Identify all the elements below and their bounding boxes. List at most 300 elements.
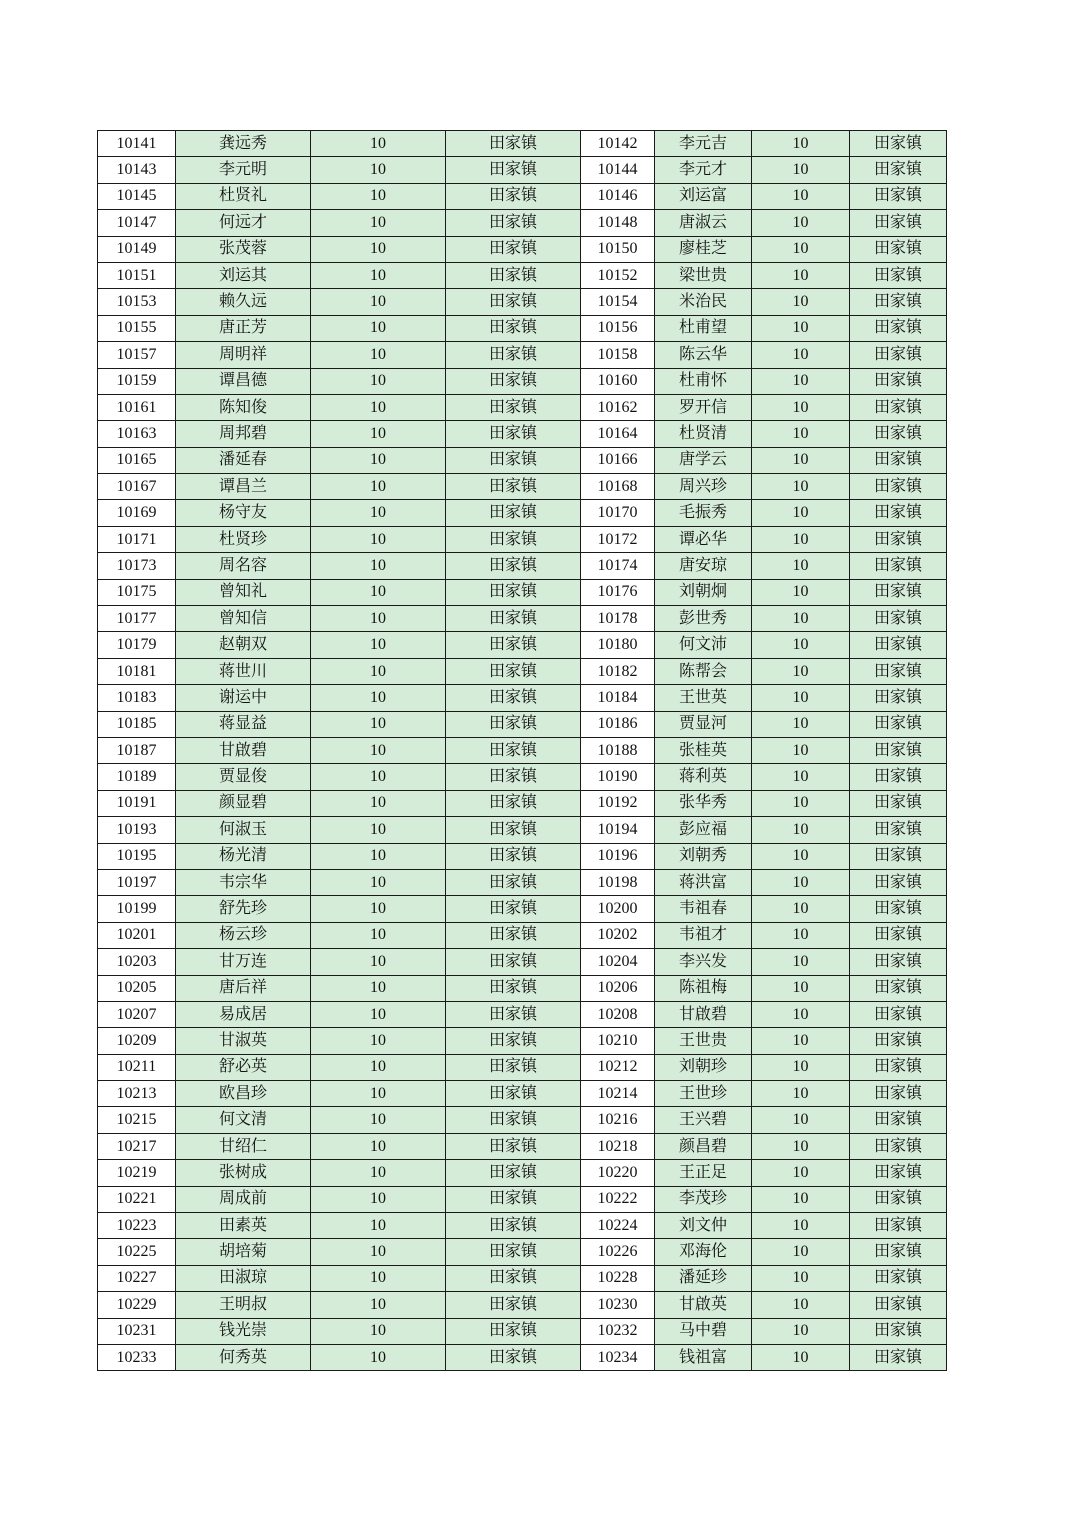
right-amount-cell: 10: [752, 1054, 850, 1080]
left-name-cell: 曾知礼: [176, 579, 311, 605]
right-id-cell: 10210: [581, 1028, 655, 1054]
left-name-cell: 谢运中: [176, 685, 311, 711]
left-amount-cell: 10: [311, 606, 446, 632]
left-town-cell: 田家镇: [446, 896, 581, 922]
left-amount-cell: 10: [311, 342, 446, 368]
table-row: [98, 210, 947, 236]
left-name-cell: 何远才: [176, 210, 311, 236]
left-amount-cell: 10: [311, 447, 446, 473]
table-row: [98, 817, 947, 843]
right-amount-cell: 10: [752, 975, 850, 1001]
right-name-cell: 贾显河: [655, 711, 752, 737]
right-town-cell: 田家镇: [850, 157, 947, 183]
right-town-cell: 田家镇: [850, 1239, 947, 1265]
right-id-cell: 10182: [581, 658, 655, 684]
left-town-cell: 田家镇: [446, 500, 581, 526]
table-row: [98, 1318, 947, 1344]
right-amount-cell: 10: [752, 606, 850, 632]
right-id-cell: 10146: [581, 183, 655, 209]
right-town-cell: 田家镇: [850, 949, 947, 975]
left-id-cell: 10169: [98, 500, 176, 526]
left-town-cell: 田家镇: [446, 210, 581, 236]
left-amount-cell: 10: [311, 658, 446, 684]
right-town-cell: 田家镇: [850, 526, 947, 552]
right-name-cell: 韦祖才: [655, 922, 752, 948]
right-id-cell: 10200: [581, 896, 655, 922]
left-amount-cell: 10: [311, 1001, 446, 1027]
left-town-cell: 田家镇: [446, 421, 581, 447]
right-town-cell: 田家镇: [850, 869, 947, 895]
left-town-cell: 田家镇: [446, 737, 581, 763]
left-id-cell: 10209: [98, 1028, 176, 1054]
left-town-cell: 田家镇: [446, 1265, 581, 1291]
left-name-cell: 胡培菊: [176, 1239, 311, 1265]
left-id-cell: 10215: [98, 1107, 176, 1133]
left-town-cell: 田家镇: [446, 606, 581, 632]
table-row: [98, 1107, 947, 1133]
right-town-cell: 田家镇: [850, 236, 947, 262]
right-id-cell: 10190: [581, 764, 655, 790]
left-amount-cell: 10: [311, 526, 446, 552]
right-amount-cell: 10: [752, 922, 850, 948]
right-amount-cell: 10: [752, 368, 850, 394]
left-id-cell: 10229: [98, 1292, 176, 1318]
left-name-cell: 杨光清: [176, 843, 311, 869]
right-amount-cell: 10: [752, 1213, 850, 1239]
right-id-cell: 10174: [581, 553, 655, 579]
left-town-cell: 田家镇: [446, 817, 581, 843]
left-name-cell: 杨守友: [176, 500, 311, 526]
left-town-cell: 田家镇: [446, 1160, 581, 1186]
left-id-cell: 10219: [98, 1160, 176, 1186]
right-name-cell: 张桂英: [655, 737, 752, 763]
right-name-cell: 陈云华: [655, 342, 752, 368]
left-name-cell: 田淑琼: [176, 1265, 311, 1291]
table-row: [98, 685, 947, 711]
right-name-cell: 梁世贵: [655, 262, 752, 288]
left-id-cell: 10211: [98, 1054, 176, 1080]
left-name-cell: 何淑玉: [176, 817, 311, 843]
right-town-cell: 田家镇: [850, 1133, 947, 1159]
right-amount-cell: 10: [752, 447, 850, 473]
left-id-cell: 10207: [98, 1001, 176, 1027]
left-name-cell: 赵朝双: [176, 632, 311, 658]
right-amount-cell: 10: [752, 157, 850, 183]
left-name-cell: 张树成: [176, 1160, 311, 1186]
right-amount-cell: 10: [752, 896, 850, 922]
left-name-cell: 杜贤珍: [176, 526, 311, 552]
left-town-cell: 田家镇: [446, 157, 581, 183]
right-town-cell: 田家镇: [850, 764, 947, 790]
right-town-cell: 田家镇: [850, 1213, 947, 1239]
left-id-cell: 10181: [98, 658, 176, 684]
left-id-cell: 10161: [98, 394, 176, 420]
right-amount-cell: 10: [752, 315, 850, 341]
table-row: [98, 896, 947, 922]
table-row: [98, 1133, 947, 1159]
left-amount-cell: 10: [311, 843, 446, 869]
left-name-cell: 杜贤礼: [176, 183, 311, 209]
table-row: [98, 1344, 947, 1370]
right-name-cell: 马中碧: [655, 1318, 752, 1344]
left-name-cell: 王明叔: [176, 1292, 311, 1318]
right-name-cell: 陈祖梅: [655, 975, 752, 1001]
left-name-cell: 欧昌珍: [176, 1081, 311, 1107]
right-name-cell: 杜甫望: [655, 315, 752, 341]
table-row: [98, 1265, 947, 1291]
right-id-cell: 10208: [581, 1001, 655, 1027]
table-row: [98, 606, 947, 632]
right-town-cell: 田家镇: [850, 711, 947, 737]
table-row: [98, 1054, 947, 1080]
left-id-cell: 10143: [98, 157, 176, 183]
right-id-cell: 10156: [581, 315, 655, 341]
right-id-cell: 10144: [581, 157, 655, 183]
right-id-cell: 10150: [581, 236, 655, 262]
left-amount-cell: 10: [311, 262, 446, 288]
right-amount-cell: 10: [752, 236, 850, 262]
right-town-cell: 田家镇: [850, 1054, 947, 1080]
left-id-cell: 10163: [98, 421, 176, 447]
right-name-cell: 甘啟英: [655, 1292, 752, 1318]
right-amount-cell: 10: [752, 474, 850, 500]
left-id-cell: 10231: [98, 1318, 176, 1344]
right-name-cell: 颜昌碧: [655, 1133, 752, 1159]
left-amount-cell: 10: [311, 711, 446, 737]
right-id-cell: 10172: [581, 526, 655, 552]
right-town-cell: 田家镇: [850, 474, 947, 500]
right-town-cell: 田家镇: [850, 606, 947, 632]
left-town-cell: 田家镇: [446, 658, 581, 684]
right-id-cell: 10170: [581, 500, 655, 526]
left-amount-cell: 10: [311, 131, 446, 157]
left-id-cell: 10171: [98, 526, 176, 552]
left-id-cell: 10155: [98, 315, 176, 341]
right-name-cell: 张华秀: [655, 790, 752, 816]
right-amount-cell: 10: [752, 526, 850, 552]
left-town-cell: 田家镇: [446, 764, 581, 790]
left-name-cell: 周成前: [176, 1186, 311, 1212]
left-town-cell: 田家镇: [446, 711, 581, 737]
left-id-cell: 10217: [98, 1133, 176, 1159]
left-amount-cell: 10: [311, 949, 446, 975]
right-amount-cell: 10: [752, 685, 850, 711]
left-town-cell: 田家镇: [446, 949, 581, 975]
right-id-cell: 10230: [581, 1292, 655, 1318]
right-name-cell: 彭世秀: [655, 606, 752, 632]
left-id-cell: 10203: [98, 949, 176, 975]
table-row: [98, 579, 947, 605]
table-row: [98, 922, 947, 948]
left-town-cell: 田家镇: [446, 342, 581, 368]
left-id-cell: 10205: [98, 975, 176, 1001]
right-id-cell: 10220: [581, 1160, 655, 1186]
left-id-cell: 10147: [98, 210, 176, 236]
right-amount-cell: 10: [752, 764, 850, 790]
left-id-cell: 10159: [98, 368, 176, 394]
left-name-cell: 蒋显益: [176, 711, 311, 737]
right-id-cell: 10178: [581, 606, 655, 632]
right-name-cell: 王正足: [655, 1160, 752, 1186]
right-name-cell: 杜贤清: [655, 421, 752, 447]
left-name-cell: 唐后祥: [176, 975, 311, 1001]
right-id-cell: 10158: [581, 342, 655, 368]
right-name-cell: 谭必华: [655, 526, 752, 552]
left-amount-cell: 10: [311, 1133, 446, 1159]
right-town-cell: 田家镇: [850, 685, 947, 711]
right-id-cell: 10164: [581, 421, 655, 447]
right-amount-cell: 10: [752, 1081, 850, 1107]
right-amount-cell: 10: [752, 262, 850, 288]
right-amount-cell: 10: [752, 1133, 850, 1159]
right-name-cell: 钱祖富: [655, 1344, 752, 1370]
table-row: [98, 447, 947, 473]
left-id-cell: 10149: [98, 236, 176, 262]
right-town-cell: 田家镇: [850, 1001, 947, 1027]
right-name-cell: 王世珍: [655, 1081, 752, 1107]
right-id-cell: 10224: [581, 1213, 655, 1239]
left-amount-cell: 10: [311, 1028, 446, 1054]
table-row: [98, 1001, 947, 1027]
right-name-cell: 刘朝珍: [655, 1054, 752, 1080]
right-amount-cell: 10: [752, 949, 850, 975]
right-name-cell: 毛振秀: [655, 500, 752, 526]
table-row: [98, 764, 947, 790]
right-id-cell: 10154: [581, 289, 655, 315]
left-amount-cell: 10: [311, 1081, 446, 1107]
left-id-cell: 10225: [98, 1239, 176, 1265]
right-amount-cell: 10: [752, 817, 850, 843]
right-name-cell: 唐学云: [655, 447, 752, 473]
left-id-cell: 10189: [98, 764, 176, 790]
left-id-cell: 10175: [98, 579, 176, 605]
right-town-cell: 田家镇: [850, 342, 947, 368]
right-name-cell: 彭应福: [655, 817, 752, 843]
table-row: [98, 1160, 947, 1186]
left-id-cell: 10177: [98, 606, 176, 632]
right-id-cell: 10166: [581, 447, 655, 473]
left-name-cell: 张茂蓉: [176, 236, 311, 262]
right-amount-cell: 10: [752, 1265, 850, 1291]
left-amount-cell: 10: [311, 896, 446, 922]
left-id-cell: 10191: [98, 790, 176, 816]
left-town-cell: 田家镇: [446, 1001, 581, 1027]
right-amount-cell: 10: [752, 579, 850, 605]
left-id-cell: 10179: [98, 632, 176, 658]
right-id-cell: 10186: [581, 711, 655, 737]
right-id-cell: 10160: [581, 368, 655, 394]
right-town-cell: 田家镇: [850, 210, 947, 236]
right-town-cell: 田家镇: [850, 368, 947, 394]
left-name-cell: 周明祥: [176, 342, 311, 368]
right-amount-cell: 10: [752, 711, 850, 737]
left-amount-cell: 10: [311, 1213, 446, 1239]
right-id-cell: 10202: [581, 922, 655, 948]
table-row: [98, 1292, 947, 1318]
right-id-cell: 10228: [581, 1265, 655, 1291]
table-row: [98, 157, 947, 183]
left-amount-cell: 10: [311, 500, 446, 526]
left-id-cell: 10165: [98, 447, 176, 473]
left-town-cell: 田家镇: [446, 922, 581, 948]
right-amount-cell: 10: [752, 737, 850, 763]
left-name-cell: 蒋世川: [176, 658, 311, 684]
right-name-cell: 潘延珍: [655, 1265, 752, 1291]
right-amount-cell: 10: [752, 1107, 850, 1133]
left-id-cell: 10193: [98, 817, 176, 843]
left-amount-cell: 10: [311, 1186, 446, 1212]
left-name-cell: 颜显碧: [176, 790, 311, 816]
left-town-cell: 田家镇: [446, 975, 581, 1001]
left-name-cell: 甘淑英: [176, 1028, 311, 1054]
left-town-cell: 田家镇: [446, 1239, 581, 1265]
right-id-cell: 10206: [581, 975, 655, 1001]
table-row: [98, 421, 947, 447]
left-amount-cell: 10: [311, 368, 446, 394]
right-id-cell: 10142: [581, 131, 655, 157]
left-amount-cell: 10: [311, 975, 446, 1001]
left-name-cell: 潘延春: [176, 447, 311, 473]
table-row: [98, 342, 947, 368]
left-name-cell: 陈知俊: [176, 394, 311, 420]
left-town-cell: 田家镇: [446, 368, 581, 394]
left-amount-cell: 10: [311, 236, 446, 262]
right-name-cell: 王世英: [655, 685, 752, 711]
right-town-cell: 田家镇: [850, 447, 947, 473]
table-row: [98, 131, 947, 157]
table-row: [98, 1213, 947, 1239]
right-amount-cell: 10: [752, 1239, 850, 1265]
right-amount-cell: 10: [752, 342, 850, 368]
left-name-cell: 唐正芳: [176, 315, 311, 341]
table-row: [98, 843, 947, 869]
right-name-cell: 罗开信: [655, 394, 752, 420]
left-id-cell: 10153: [98, 289, 176, 315]
left-amount-cell: 10: [311, 764, 446, 790]
left-name-cell: 何秀英: [176, 1344, 311, 1370]
right-town-cell: 田家镇: [850, 1107, 947, 1133]
left-town-cell: 田家镇: [446, 1028, 581, 1054]
right-amount-cell: 10: [752, 790, 850, 816]
left-amount-cell: 10: [311, 1160, 446, 1186]
left-name-cell: 周名容: [176, 553, 311, 579]
left-town-cell: 田家镇: [446, 1292, 581, 1318]
right-id-cell: 10148: [581, 210, 655, 236]
table-row: [98, 500, 947, 526]
right-id-cell: 10222: [581, 1186, 655, 1212]
right-amount-cell: 10: [752, 1160, 850, 1186]
left-town-cell: 田家镇: [446, 1344, 581, 1370]
right-id-cell: 10234: [581, 1344, 655, 1370]
right-name-cell: 周兴珍: [655, 474, 752, 500]
right-amount-cell: 10: [752, 632, 850, 658]
right-id-cell: 10152: [581, 262, 655, 288]
table-row: [98, 315, 947, 341]
left-id-cell: 10141: [98, 131, 176, 157]
right-amount-cell: 10: [752, 1318, 850, 1344]
right-id-cell: 10226: [581, 1239, 655, 1265]
right-name-cell: 韦祖春: [655, 896, 752, 922]
left-town-cell: 田家镇: [446, 843, 581, 869]
right-id-cell: 10216: [581, 1107, 655, 1133]
left-amount-cell: 10: [311, 1054, 446, 1080]
right-town-cell: 田家镇: [850, 922, 947, 948]
left-name-cell: 周邦碧: [176, 421, 311, 447]
right-town-cell: 田家镇: [850, 632, 947, 658]
right-name-cell: 王兴碧: [655, 1107, 752, 1133]
left-id-cell: 10195: [98, 843, 176, 869]
right-town-cell: 田家镇: [850, 1028, 947, 1054]
left-amount-cell: 10: [311, 1318, 446, 1344]
left-id-cell: 10167: [98, 474, 176, 500]
right-town-cell: 田家镇: [850, 1160, 947, 1186]
right-amount-cell: 10: [752, 500, 850, 526]
right-amount-cell: 10: [752, 210, 850, 236]
left-name-cell: 杨云珍: [176, 922, 311, 948]
right-name-cell: 刘朝秀: [655, 843, 752, 869]
left-name-cell: 刘运其: [176, 262, 311, 288]
left-town-cell: 田家镇: [446, 1318, 581, 1344]
right-amount-cell: 10: [752, 131, 850, 157]
roster-table-body: [98, 131, 947, 1371]
right-id-cell: 10196: [581, 843, 655, 869]
table-row: [98, 975, 947, 1001]
right-town-cell: 田家镇: [850, 817, 947, 843]
right-town-cell: 田家镇: [850, 262, 947, 288]
right-town-cell: 田家镇: [850, 289, 947, 315]
left-amount-cell: 10: [311, 157, 446, 183]
right-amount-cell: 10: [752, 553, 850, 579]
right-id-cell: 10232: [581, 1318, 655, 1344]
right-town-cell: 田家镇: [850, 553, 947, 579]
table-row: [98, 711, 947, 737]
left-name-cell: 谭昌德: [176, 368, 311, 394]
left-town-cell: 田家镇: [446, 632, 581, 658]
table-row: [98, 553, 947, 579]
left-id-cell: 10185: [98, 711, 176, 737]
right-amount-cell: 10: [752, 183, 850, 209]
left-town-cell: 田家镇: [446, 790, 581, 816]
right-town-cell: 田家镇: [850, 500, 947, 526]
right-amount-cell: 10: [752, 421, 850, 447]
left-town-cell: 田家镇: [446, 394, 581, 420]
table-row: [98, 474, 947, 500]
right-name-cell: 廖桂芝: [655, 236, 752, 262]
roster-table: [97, 130, 947, 1371]
right-id-cell: 10198: [581, 869, 655, 895]
table-row: [98, 869, 947, 895]
right-amount-cell: 10: [752, 1344, 850, 1370]
right-id-cell: 10204: [581, 949, 655, 975]
left-town-cell: 田家镇: [446, 447, 581, 473]
right-amount-cell: 10: [752, 1001, 850, 1027]
right-amount-cell: 10: [752, 289, 850, 315]
left-name-cell: 贾显俊: [176, 764, 311, 790]
right-id-cell: 10192: [581, 790, 655, 816]
left-id-cell: 10221: [98, 1186, 176, 1212]
left-id-cell: 10227: [98, 1265, 176, 1291]
right-town-cell: 田家镇: [850, 1318, 947, 1344]
right-town-cell: 田家镇: [850, 579, 947, 605]
left-amount-cell: 10: [311, 1344, 446, 1370]
right-name-cell: 刘朝炯: [655, 579, 752, 605]
right-town-cell: 田家镇: [850, 1186, 947, 1212]
right-name-cell: 刘文仲: [655, 1213, 752, 1239]
left-town-cell: 田家镇: [446, 1054, 581, 1080]
table-row: [98, 236, 947, 262]
left-amount-cell: 10: [311, 421, 446, 447]
left-amount-cell: 10: [311, 737, 446, 763]
